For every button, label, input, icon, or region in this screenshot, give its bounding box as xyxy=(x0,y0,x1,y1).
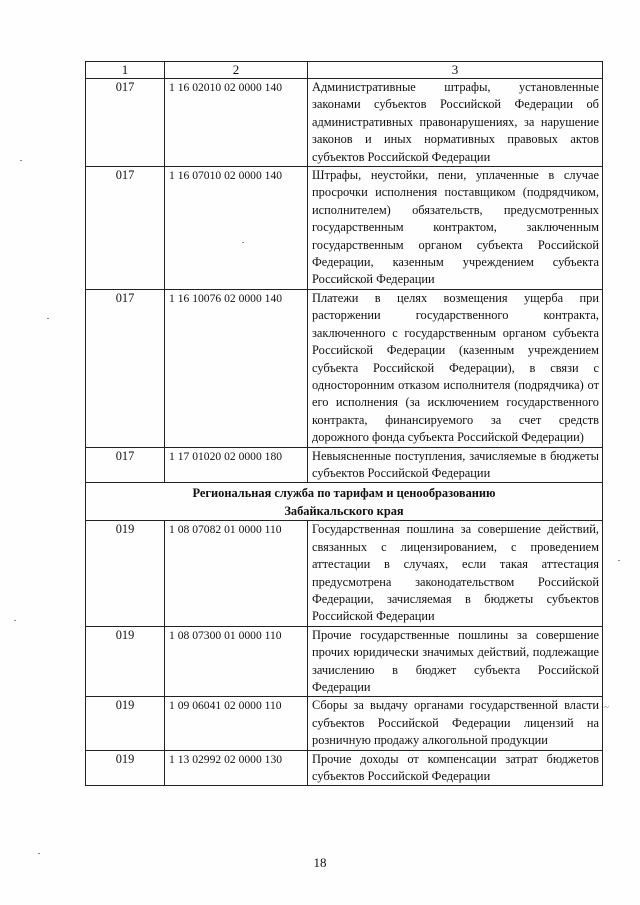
scan-speck xyxy=(38,853,40,854)
budget-code: 1 16 07010 02 0000 140 xyxy=(165,167,308,290)
income-description: Административные штрафы, установленные законами субъектов Российской Федерации об административных правонарушениях, за нарушение законов и иных нормативных правовых актов субъектов Российской Федерации xyxy=(308,79,603,167)
budget-code: 1 16 02010 02 0000 140 xyxy=(165,79,308,167)
column-number-2: 2 xyxy=(165,62,308,79)
income-description: Штрафы, неустойки, пени, уплаченные в случае просрочки исполнения поставщиком (подрядчиком, исполнителем) обязательств, предусмотренных государственным контрактом, заключенным государственным органом субъекта Российской Федерации, казенным учреждением субъекта Российской Федерации xyxy=(308,167,603,290)
table-row xyxy=(86,626,603,697)
budget-code: 1 09 06041 02 0000 110 xyxy=(165,697,308,750)
income-codes-table xyxy=(85,61,603,786)
scan-speck xyxy=(618,560,620,561)
admin-code: 019 xyxy=(86,521,165,626)
table-row xyxy=(86,289,603,447)
admin-code: 019 xyxy=(86,697,165,750)
section-header-row xyxy=(86,483,603,521)
admin-code: 017 xyxy=(86,167,165,290)
table-row xyxy=(86,697,603,750)
budget-code: 1 13 02992 02 0000 130 xyxy=(165,750,308,786)
section-title-line-1: Региональная служба по тарифам и ценообразованию xyxy=(192,486,496,501)
income-description: Прочие доходы от компенсации затрат бюджетов субъектов Российской Федерации xyxy=(308,750,603,786)
scan-speck xyxy=(20,160,22,161)
table-row xyxy=(86,521,603,626)
admin-code: 017 xyxy=(86,289,165,447)
column-number-1: 1 xyxy=(86,62,165,79)
income-description: Сборы за выдачу органами государственной власти субъектов Российской Федерации лицензий на розничную продажу алкогольной продукции xyxy=(308,697,603,750)
admin-code: 019 xyxy=(86,626,165,697)
admin-code: 017 xyxy=(86,447,165,483)
table-row xyxy=(86,79,603,167)
income-description: Платежи в целях возмещения ущерба при расторжении государственного контракта, заключенного с государственным органом субъекта Российской Федерации (казенным учреждением субъекта Российской Федерации), в связи с односторонним отказом исполнителя (подрядчика) от его исполнения (за исключением государственного контракта, финансируемого за счет средств дорожного фонда субъекта Российской Федерации) xyxy=(308,289,603,447)
admin-code: 019 xyxy=(86,750,165,786)
table-row xyxy=(86,167,603,290)
column-number-3: 3 xyxy=(308,62,603,79)
scan-speck xyxy=(14,620,16,621)
table-row xyxy=(86,750,603,786)
column-number-row xyxy=(86,62,603,79)
income-description: Прочие государственные пошлины за совершение прочих юридически значимых действий, подлежащие зачислению в бюджет субъекта Российской Федерации xyxy=(308,626,603,697)
admin-code: 017 xyxy=(86,79,165,167)
section-title xyxy=(86,483,603,521)
budget-code: 1 17 01020 02 0000 180 xyxy=(165,447,308,483)
scan-speck xyxy=(47,318,49,319)
income-description: Невыясненные поступления, зачисляемые в бюджеты субъектов Российской Федерации xyxy=(308,447,603,483)
budget-code: 1 16 10076 02 0000 140 xyxy=(165,289,308,447)
section-title-line-2: Забайкальского края xyxy=(284,504,404,519)
margin-mark: ~ xyxy=(603,701,610,713)
budget-code: 1 08 07082 01 0000 110 xyxy=(165,521,308,626)
budget-code: 1 08 07300 01 0000 110 xyxy=(165,626,308,697)
scan-speck xyxy=(242,242,244,243)
page-number: 18 xyxy=(313,855,327,870)
table-row xyxy=(86,447,603,483)
income-description: Государственная пошлина за совершение действий, связанных с лицензированием, с проведением аттестации в случаях, если такая аттестация предусмотрена законодательством Российской Федерации, зачисляемая в бюджеты субъектов Российской Федерации xyxy=(308,521,603,626)
